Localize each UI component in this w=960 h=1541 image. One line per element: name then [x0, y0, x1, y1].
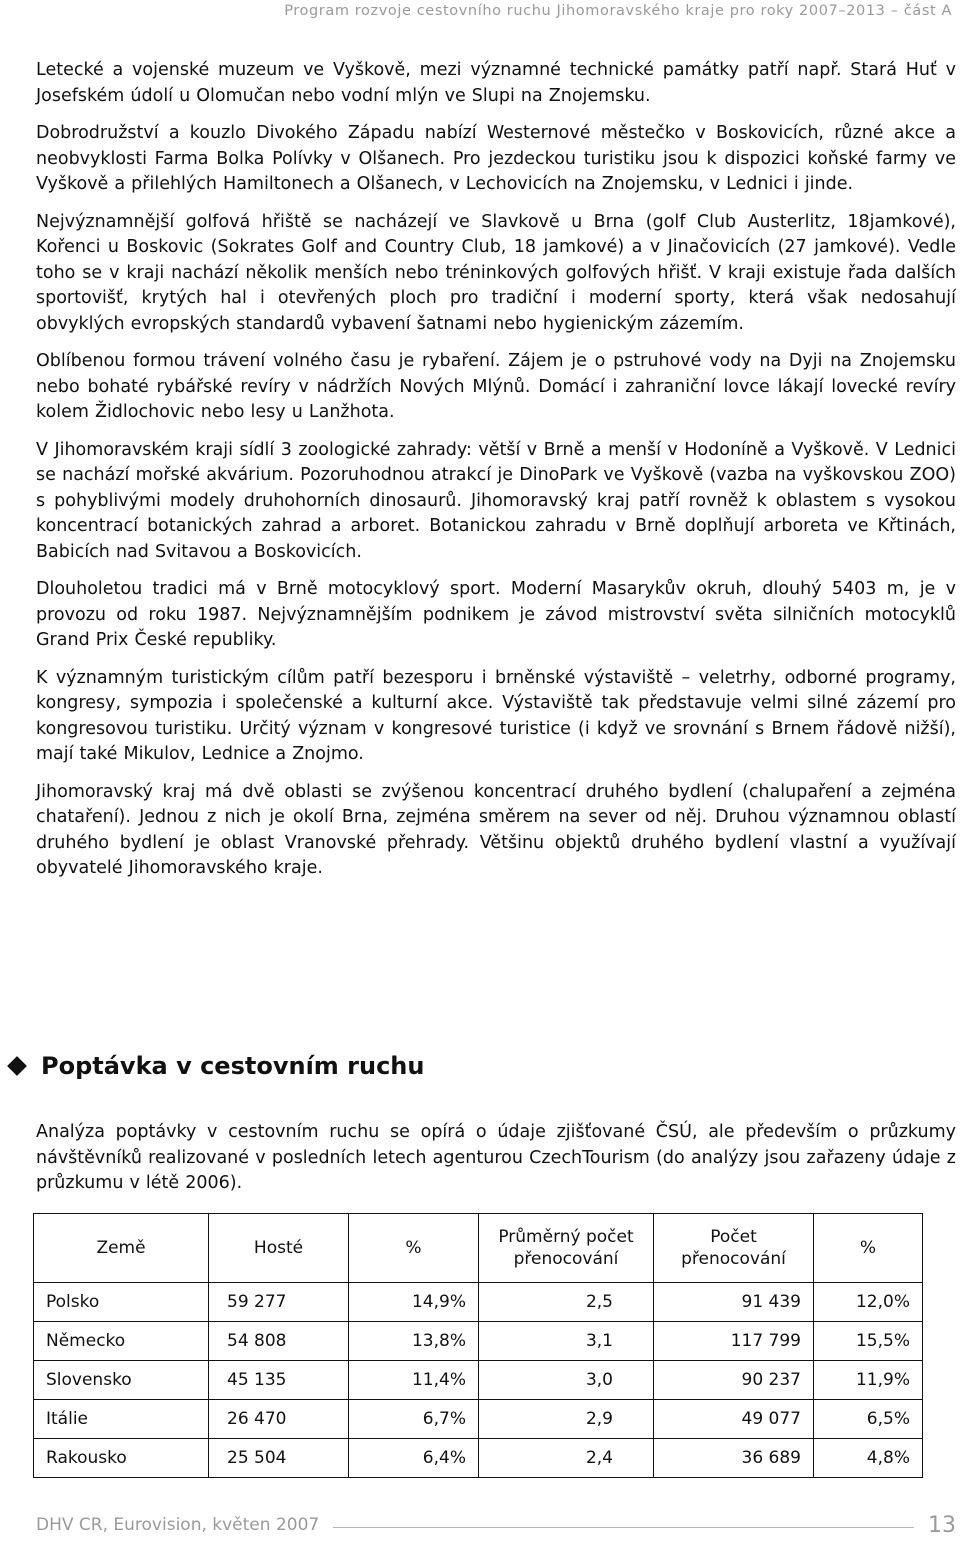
cell-guests: 25 504	[209, 1439, 349, 1478]
cell-nights-percent: 4,8%	[814, 1439, 923, 1478]
paragraph-exhibition: K významným turistickým cílům patří bezesporu i brněnské výstaviště – veletrhy, odborné programy, kongresy, sympozia i společenské a kulturní akce. Výstaviště tak představuje velmi silné zázemí pro kongresovou turistiku. Určitý význam v kongresové turistice (i když ve srovnání s Brnem řádově nižší), mají také Mikulov, Lednice a Znojmo.	[36, 667, 956, 764]
cell-guests: 45 135	[209, 1361, 349, 1400]
cell-country: Německo	[34, 1322, 209, 1361]
table-row	[34, 1322, 923, 1361]
cell-guests: 59 277	[209, 1283, 349, 1322]
cell-nights-percent: 15,5%	[814, 1322, 923, 1361]
footer-credit: DHV CR, Eurovision, květen 2007	[36, 1515, 320, 1535]
cell-country: Rakousko	[34, 1439, 209, 1478]
cell-guests: 26 470	[209, 1400, 349, 1439]
cell-country: Polsko	[34, 1283, 209, 1322]
paragraph-fishing: Oblíbenou formou trávení volného času je rybaření. Zájem je o pstruhové vody na Dyji na Znojemsku nebo bohaté rybářské revíry v nádržích Nových Mlýnů. Domácí i zahraniční lovce lákají lovecké revíry kolem Židlochovic nebo lesy u Lanžhota.	[36, 351, 956, 422]
diamond-bullet-icon	[7, 1056, 27, 1076]
cell-nights: 36 689	[654, 1439, 814, 1478]
body-text	[36, 58, 956, 894]
cell-guests-percent: 6,4%	[349, 1439, 479, 1478]
section-title: Poptávka v cestovním ruchu	[41, 1052, 425, 1080]
header-nights-percent: %	[814, 1214, 923, 1283]
table-row	[34, 1400, 923, 1439]
cell-country: Itálie	[34, 1400, 209, 1439]
paragraph-zoos: V Jihomoravském kraji sídlí 3 zoologické zahrady: větší v Brně a menší v Hodoníně a Vyškově. V Lednici se nachází mořské akvárium. Pozoruhodnou atrakcí je DinoPark ve Vyškově (vazba na vyškovskou ZOO) s pohyblivými modely druhohorních dinosaurů. Jihomoravský kraj patří rovněž k oblastem s vysokou koncentrací botanických zahrad a arboret. Botanickou zahradu v Brně doplňují arboreta ve Křtinách, Babicích nad Svitavou a Boskovicích.	[36, 439, 956, 562]
intro-paragraph: Analýza poptávky v cestovním ruchu se opírá o údaje zjišťované ČSÚ, ale především o průzkumy návštěvníků realizované v posledních letech agenturou CzechTourism (do analýzy jsou zařazeny údaje z průzkumu v létě 2006).	[36, 1122, 956, 1193]
paragraph-second-homes: Jihomoravský kraj má dvě oblasti se zvýšenou koncentrací druhého bydlení (chalupaření a zejména chataření). Jednou z nich je okolí Brna, zejména směrem na sever od něj. Druhou významnou oblastí druhého bydlení je oblast Vranovské přehrady. Většinu objektů druhého bydlení vlastní a využívají obyvatelé Jihomoravského kraje.	[36, 781, 956, 878]
cell-nights-percent: 11,9%	[814, 1361, 923, 1400]
cell-nights: 117 799	[654, 1322, 814, 1361]
cell-avg-nights: 3,0	[479, 1361, 654, 1400]
page-footer	[36, 1510, 956, 1540]
header-guests: Hosté	[209, 1214, 349, 1283]
cell-nights: 90 237	[654, 1361, 814, 1400]
section-heading	[10, 1046, 950, 1086]
cell-nights: 49 077	[654, 1400, 814, 1439]
cell-nights: 91 439	[654, 1283, 814, 1322]
cell-country: Slovensko	[34, 1361, 209, 1400]
table-header-row	[34, 1214, 923, 1283]
footer-rule	[333, 1527, 914, 1528]
cell-guests-percent: 14,9%	[349, 1283, 479, 1322]
cell-guests-percent: 6,7%	[349, 1400, 479, 1439]
cell-nights-percent: 6,5%	[814, 1400, 923, 1439]
cell-avg-nights: 2,4	[479, 1439, 654, 1478]
paragraph-golf: Nejvýznamnější golfová hřiště se nacházejí ve Slavkově u Brna (golf Club Austerlitz, 18jamkové), Kořenci u Boskovic (Sokrates Golf and Country Club, 18 jamkové) a v Jinačovicích (27 jamkové). Vedle toho se v kraji nachází několik menších nebo tréninkových golfových hřišť. V kraji existuje řada dalších sportovišť, krytých hal i otevřených ploch pro tradiční i moderní sporty, která však nedosahují obvyklých evropských standardů vybavení šatnami nebo hygienickým zázemím.	[36, 211, 956, 334]
cell-guests-percent: 13,8%	[349, 1322, 479, 1361]
header-country: Země	[34, 1214, 209, 1283]
cell-avg-nights: 3,1	[479, 1322, 654, 1361]
visitor-demand-table	[33, 1213, 923, 1478]
page-number: 13	[928, 1512, 956, 1538]
table-row	[34, 1283, 923, 1322]
header-guests-percent: %	[349, 1214, 479, 1283]
cell-guests: 54 808	[209, 1322, 349, 1361]
running-header: Program rozvoje cestovního ruchu Jihomoravského kraje pro roky 2007–2013 – část A	[284, 3, 952, 19]
cell-avg-nights: 2,9	[479, 1400, 654, 1439]
header-avg-nights: Průměrný počet přenocování	[479, 1214, 654, 1283]
table-row	[34, 1439, 923, 1478]
paragraph-motorsport: Dlouholetou tradici má v Brně motocyklový sport. Moderní Masarykův okruh, dlouhý 5403 m, je v provozu od roku 1987. Nejvýznamnějším podnikem je závod mistrovství světa silničních motocyklů Grand Prix České republiky.	[36, 579, 956, 650]
cell-nights-percent: 12,0%	[814, 1283, 923, 1322]
table-row	[34, 1361, 923, 1400]
cell-avg-nights: 2,5	[479, 1283, 654, 1322]
section-intro	[36, 1120, 956, 1209]
header-nights: Počet přenocování	[654, 1214, 814, 1283]
cell-guests-percent: 11,4%	[349, 1361, 479, 1400]
paragraph-wild-west: Dobrodružství a kouzlo Divokého Západu nabízí Westernové městečko v Boskovicích, různé akce a neobvyklosti Farma Bolka Polívky v Olšanech. Pro jezdeckou turistiku jsou k dispozici koňské farmy ve Vyškově a přilehlých Hamiltonech a Olšanech, v Lechovicích na Znojemsku, v Lednici i jinde.	[36, 123, 956, 194]
paragraph-museums: Letecké a vojenské muzeum ve Vyškově, mezi významné technické památky patří např. Stará Huť v Josefském údolí u Olomučan nebo vodní mlýn ve Slupi na Znojemsku.	[36, 60, 956, 106]
